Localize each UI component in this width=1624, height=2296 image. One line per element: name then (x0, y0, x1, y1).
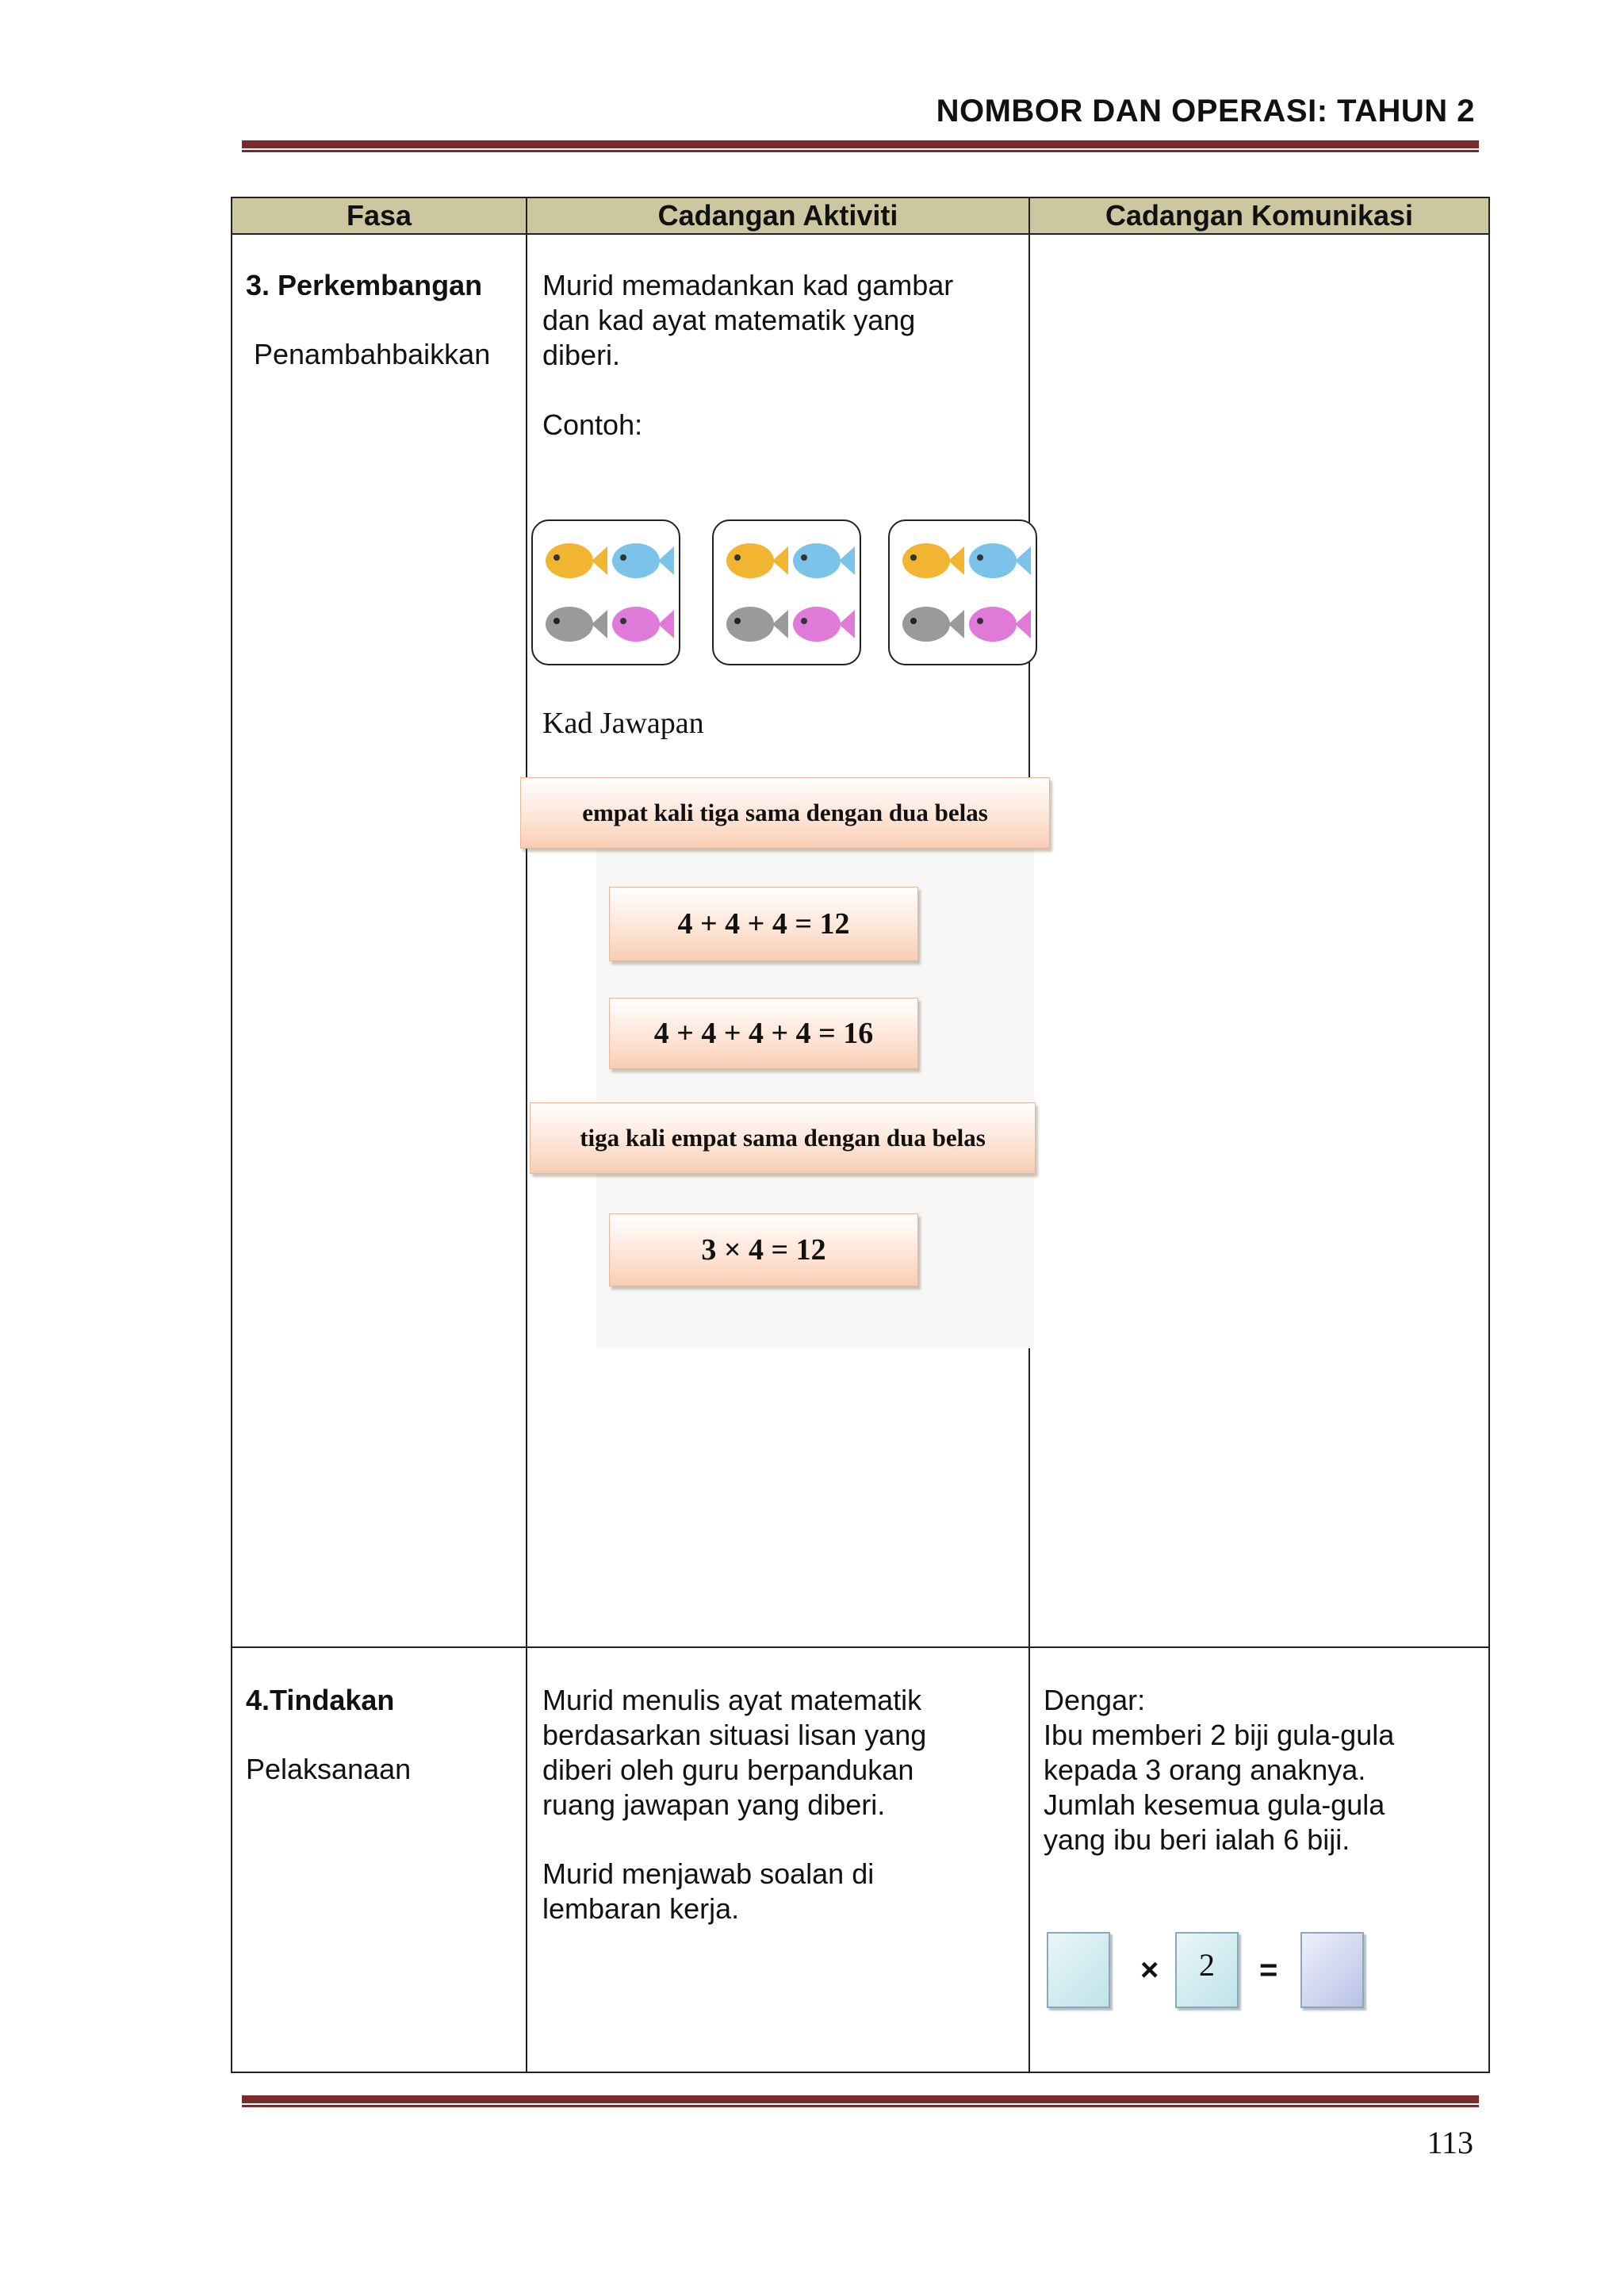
communication-prompt: Dengar: Ibu memberi 2 biji gula-gula kepada 3 orang anaknya. Jumlah kesemua gula-gula yang ibu beri ialah 6 biji. (1044, 1684, 1395, 1856)
footer-rule-thin (242, 2105, 1479, 2107)
column-header-fasa: Fasa (346, 199, 412, 232)
fish-yellow-icon (546, 543, 607, 578)
answer-cards-label: Kad Jawapan (542, 707, 704, 740)
fish-gray-icon (902, 607, 964, 642)
column-divider-1 (526, 197, 527, 2073)
fish-yellow-icon (726, 543, 788, 578)
phase-subtitle-pelaksanaan: Pelaksanaan (246, 1753, 412, 1785)
answer-card: 3 × 4 = 12 (609, 1213, 918, 1286)
header-row-divider (231, 233, 1490, 235)
activity-description: Murid memadankan kad gambar dan kad ayat matematik yang diberi. (542, 269, 954, 371)
fish-blue-icon (793, 543, 855, 578)
fish-pink-icon (793, 607, 855, 642)
fish-pink-icon (969, 607, 1031, 642)
row-divider (231, 1646, 1490, 1648)
example-label: Contoh: (542, 408, 643, 441)
answer-card: 4 + 4 + 4 + 4 = 16 (609, 998, 918, 1069)
phase-title-perkembangan: 3. Perkembangan (246, 269, 483, 301)
fish-yellow-icon (902, 543, 964, 578)
multiply-sign: × (1140, 1953, 1159, 1987)
fish-group-image (536, 527, 676, 661)
fish-blue-icon (969, 543, 1031, 578)
phase-subtitle-penambahbaikkan: Penambahbaikkan (254, 338, 491, 370)
fish-blue-icon (612, 543, 674, 578)
fish-picture-card-2 (712, 519, 861, 665)
fish-picture-card-1 (531, 519, 680, 665)
header-rule-thin (242, 150, 1479, 152)
answer-box-middle: 2 (1175, 1932, 1239, 2008)
page-header-title: NOMBOR DAN OPERASI: TAHUN 2 (936, 94, 1475, 128)
fish-gray-icon (546, 607, 607, 642)
fish-pink-icon (612, 607, 674, 642)
column-header-komunikasi: Cadangan Komunikasi (1105, 199, 1414, 232)
fish-group-image (717, 527, 856, 661)
answer-card: 4 + 4 + 4 = 12 (609, 887, 918, 961)
activity-description-writing: Murid menulis ayat matematik berdasarkan situasi lisan yang diberi oleh guru berpandukan ruang jawapan yang diberi. (542, 1684, 927, 1821)
answer-box-right[interactable] (1300, 1932, 1364, 2008)
column-header-aktiviti: Cadangan Aktiviti (657, 199, 898, 232)
phase-title-tindakan: 4.Tindakan (246, 1684, 395, 1716)
fish-gray-icon (726, 607, 788, 642)
equals-sign: = (1259, 1953, 1278, 1987)
answer-card: tiga kali empat sama dengan dua belas (530, 1102, 1036, 1174)
fish-group-image (893, 527, 1032, 661)
header-rule-thick (242, 140, 1479, 148)
activity-description-worksheet: Murid menjawab soalan di lembaran kerja. (542, 1857, 875, 1925)
page-number: 113 (1427, 2125, 1473, 2160)
fish-picture-card-3 (888, 519, 1037, 665)
answer-box-left[interactable] (1047, 1932, 1110, 2008)
answer-card: empat kali tiga sama dengan dua belas (520, 777, 1050, 849)
footer-rule-thick (242, 2095, 1479, 2103)
